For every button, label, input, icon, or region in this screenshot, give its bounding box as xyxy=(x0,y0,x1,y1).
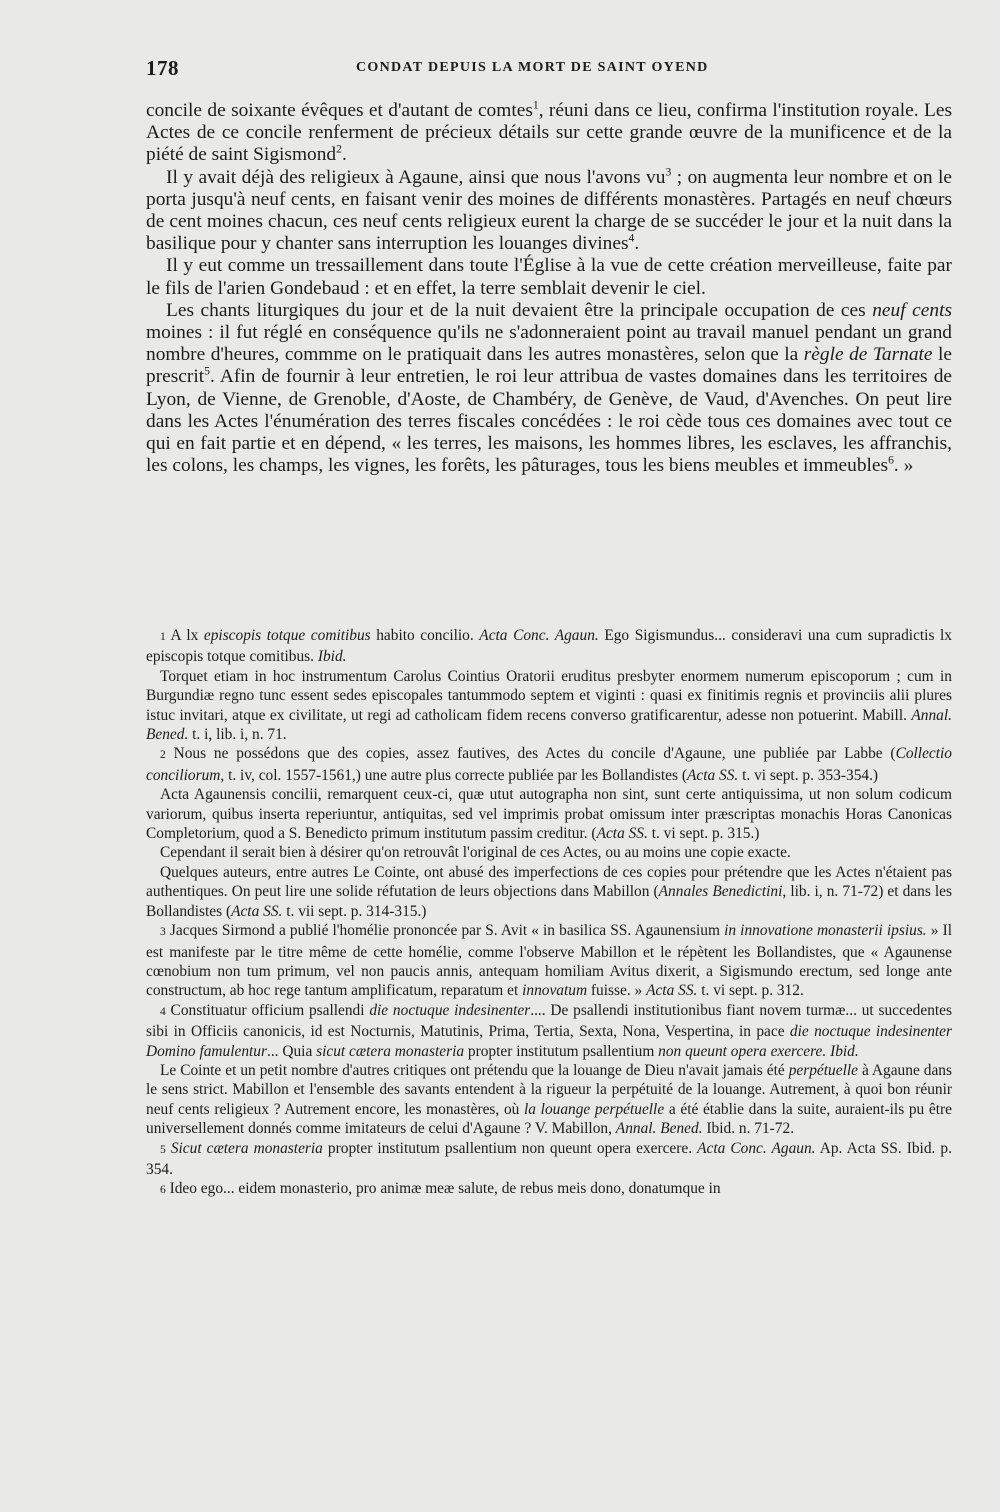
footnote-paragraph: Cependant il serait bien à désirer qu'on retrouvât l'original de ces Actes, ou au moins une copie exacte. xyxy=(160,844,791,862)
footnote-paragraph xyxy=(146,863,952,921)
footnote-ref: 2 xyxy=(336,142,342,156)
text-run: A lx xyxy=(165,627,204,644)
text-run: le prescrit xyxy=(146,344,953,388)
page-number: 178 xyxy=(146,56,179,80)
italic-run: die noctuque indesinenter xyxy=(369,1001,531,1019)
text-run: t. i, lib. i, n. 71. xyxy=(188,726,287,744)
text-run: Acta Agaunensis concilii, remarquent ceux-ci, quæ utut autographa non sint, sunt certe antiquissima, ut non solum codicum variorum, quibus inserta reperiuntur, antiquitas, sed vel imprimis probat omissum inter præscriptas monachis Horas Canonicas Completorium, quod a S. Benedicto primum institutum passim creditur. ( xyxy=(146,786,952,843)
footnote-number: 3 xyxy=(160,926,166,939)
text-run: t. vi sept. p. 353-354.) xyxy=(738,766,879,784)
footnote-ref: 6 xyxy=(888,453,894,467)
text-run: . xyxy=(341,144,347,166)
italic-run: episcopis totque comitibus xyxy=(203,627,371,644)
text-run: Il y avait déjà des religieux à Agaune, ainsi que nous l'avons vu xyxy=(166,166,666,188)
footnotes xyxy=(146,626,952,1201)
italic-run: Acta SS. xyxy=(231,902,283,920)
running-head: CONDAT DEPUIS LA MORT DE SAINT OYEND xyxy=(356,60,709,75)
text-run: Nous ne possédons que des copies, assez fautives, des Actes du concile d'Agaune, une publiée par Labbe ( xyxy=(165,745,896,763)
paragraph xyxy=(146,100,952,167)
footnote-number: 2 xyxy=(160,749,166,762)
italic-run: sicut cætera monasteria xyxy=(316,1042,465,1060)
footnote-number: 5 xyxy=(160,1143,166,1156)
italic-run: Acta Conc. Agaun. xyxy=(479,627,599,644)
text-run: a été établie dans la suite, auraient-ils pu être universellement donnés comme imitateurs de celui d'Agaune ? V. Mabillon, xyxy=(146,1100,952,1138)
footnote-4 xyxy=(146,1001,952,1061)
text-run: t. vi sept. p. 312. xyxy=(697,982,804,1000)
text-run: ; on augmenta leur nombre et on le porta jusqu'à neuf cents, en faisant venir des moines de différents monastères. Partagés en neuf chœurs de cent moines chacun, ces neuf cents religieux eurent la charge de se succéder le jour et la nuit dans la basilique pour y chanter sans interruption les louanges divines xyxy=(146,166,952,255)
text-run: t. vii sept. p. 314-315.) xyxy=(282,902,427,920)
italic-run: Acta SS. xyxy=(686,766,739,784)
text-run: , lib. i, n. 71-72) et dans les Bollandistes ( xyxy=(146,883,952,920)
italic-run: Collectio conciliorum xyxy=(146,745,952,784)
text-run: . Afin de fournir à leur entretien, le roi leur attribua de vastes domaines dans les territoires de Lyon, de Vienne, de Grenoble, d'Aoste, de Chambéry, de Genève, de Vaud, d'Avenches. On peut lire dans les Actes l'énumération des terres fiscales concédées : le roi cède tous ces domaines avec tout ce qui en fait partie et en dépend, « les terres, les maisons, les hommes libres, les esclaves, les affranchis, les colons, les champs, les vignes, les forêts, les pâturages, tous les biens meubles et immeubles xyxy=(146,366,952,477)
footnote-2 xyxy=(146,744,952,785)
footnote-1 xyxy=(146,626,952,667)
text-run: ... Quia xyxy=(266,1042,317,1060)
italic-run: innovatum xyxy=(522,982,588,1000)
text-run: Torquet etiam in hoc instrumentum Carolus Cointius Oratorii eruditus presbyter enormem numerum episcoporum ; cum in Burgundiæ regno tunc essent sedes episcopales tantummodo septem et viginti : quasi ex finitimis regnis et provinciis alii plures istuc invitari, atque ex civilitate, ut regi ad catholicam fidem recens converso gratificarentur, adesse non potuerint. Mabill. xyxy=(146,667,952,724)
italic-run: non queunt opera exercere. Ibid. xyxy=(658,1042,859,1060)
paragraph: Il y eut comme un tressaillement dans toute l'Église à la vue de cette création merveilleuse, faite par le fils de l'arien Gondebaud : et en effet, la terre semblait devenir le ciel. xyxy=(146,255,952,299)
text-run: Les chants liturgiques du jour et de la nuit devaient être la principale occupation de ces xyxy=(166,299,873,321)
footnote-paragraph xyxy=(146,1061,952,1139)
italic-run: Acta Conc. Agaun. xyxy=(697,1139,816,1157)
footnote-number: 4 xyxy=(160,1005,166,1018)
italic-run: Sicut cætera monasteria xyxy=(170,1139,323,1157)
main-text xyxy=(146,100,952,477)
paragraph xyxy=(146,167,952,256)
footnote-6 xyxy=(146,1179,952,1200)
text-run: Ibid. n. 71-72. xyxy=(702,1120,795,1138)
italic-run: Acta SS. xyxy=(596,825,648,843)
text-run: Le Cointe et un petit nombre d'autres critiques ont prétendu que la louange de Dieu n'avait jamais été xyxy=(160,1061,789,1079)
italic-run: neuf cents xyxy=(872,299,953,321)
italic-run: la louange perpétuelle xyxy=(524,1100,665,1118)
text-run: propter institutum psallentium xyxy=(464,1042,659,1060)
footnote-paragraph xyxy=(146,785,952,843)
text-run: Quelques auteurs, entre autres Le Cointe, ont abusé des imperfections de ces copies pour prétendre que les Actes n'étaient pas authentiques. On peut lire une solide réfutation de leurs objections dans Mabillon ( xyxy=(146,863,952,901)
text-run: Ideo ego... eidem monasterio, pro animæ meæ salute, de rebus meis dono, donatumque in xyxy=(165,1180,721,1198)
footnote-3 xyxy=(146,921,952,1001)
text-run: .... De psallendi institutionibus fiant novem turmæ... ut succedentes sibi in Officiis canonicis, id est Nocturnis, Matutinis, Prima, Tertia, Sexta, Nona, Vespertina, in pace xyxy=(146,1001,952,1041)
footnote-ref: 4 xyxy=(628,231,635,245)
text-run: t. vi sept. p. 315.) xyxy=(647,825,760,843)
footnote-number: 1 xyxy=(160,631,166,643)
italic-run: Annal. Bened. xyxy=(146,706,952,744)
text-run: moines : il fut réglé en conséquence qu'ils ne s'adonneraient point au travail manuel pendant un grand nombre d'heures, commme on le pratiquait dans les autres monastères, selon que la xyxy=(146,322,952,366)
text-run: . xyxy=(634,233,640,255)
page-header xyxy=(146,56,952,88)
italic-run: règle de Tarnate xyxy=(803,344,933,366)
italic-run: Acta SS. xyxy=(646,982,698,1000)
italic-run: die noctuque indesinenter Domino famulentur xyxy=(146,1023,952,1060)
text-run: . » xyxy=(893,455,914,477)
text-run: habito concilio. xyxy=(370,627,480,644)
text-run: Jacques Sirmond a publié l'homélie prononcée par S. Avit « in basilica SS. Agaunensium xyxy=(165,922,725,940)
italic-run: perpétuelle xyxy=(788,1061,858,1079)
text-run: Ap. Acta SS. Ibid. p. 354. xyxy=(146,1139,952,1178)
text-run: Ego Sigismundus... consideravi una cum supradictis lx episcopis totque comitibus. xyxy=(146,627,952,666)
text-run: fuisse. » xyxy=(587,982,647,1000)
text-run: propter institutum psallentium non queunt opera exercere. xyxy=(322,1139,698,1157)
italic-run: in innovatione monasterii ipsius. xyxy=(724,922,927,940)
footnote-ref: 5 xyxy=(204,364,210,378)
italic-run: Annal. Bened. xyxy=(615,1120,703,1138)
italic-run: Annales Benedictini xyxy=(658,883,783,901)
text-run: » Il est manifeste par le titre même de cette homélie, comme l'observe Mabillon et le répètent les Bollandistes, que « Agaunense cœnobium non tum primum, vel non paucis annis, antequam homiliam Avitus dixerit, a Sigismundo erectum, sed longe ante constructum, ab hoc rege tantum amplificatum, reparatum et xyxy=(146,922,952,1000)
text-run: , réuni dans ce lieu, confirma l'institution royale. Les Actes de ce concile renferment de précieux détails sur cette grande œuvre de la munificence et de la piété de saint Sigismond xyxy=(146,100,952,166)
footnote-number: 6 xyxy=(160,1184,166,1197)
footnote-paragraph xyxy=(146,667,952,745)
text-run: Constituatur officium psallendi xyxy=(165,1001,370,1019)
text-run: à Agaune dans le sens strict. Mabillon et l'ensemble des savants entendent à la rigueur la perpétuité de la louange. Autrement, à quoi bon réunir neuf cents religieux ? Autrement encore, les monastères, où xyxy=(146,1061,952,1118)
italic-run: Ibid. xyxy=(317,648,347,666)
footnote-ref: 3 xyxy=(665,165,672,179)
text-run: concile de soixante évêques et d'autant de comtes xyxy=(146,100,533,121)
text-run: , t. iv, col. 1557-1561,) une autre plus correcte publiée par les Bollandistes ( xyxy=(220,766,687,784)
paragraph xyxy=(146,300,952,478)
footnote-5 xyxy=(146,1139,952,1180)
footnote-ref: 1 xyxy=(532,98,539,112)
